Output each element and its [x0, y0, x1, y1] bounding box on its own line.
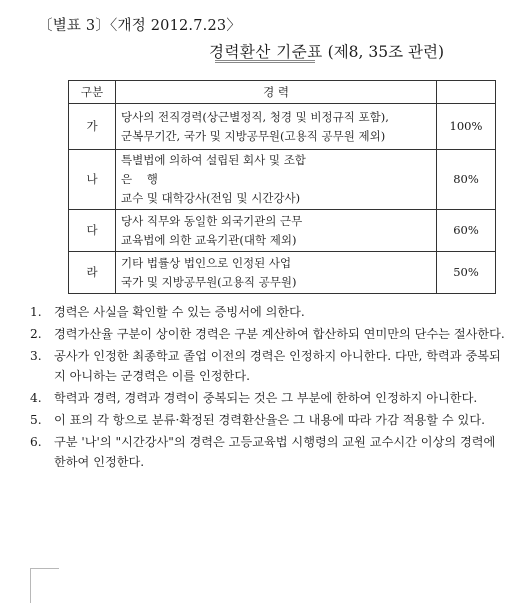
row-item: 교수 및 대학강사(전임 및 시간강사) — [121, 191, 301, 205]
row-rate: 80% — [437, 150, 496, 210]
row-item: 군복무기간, 국가 및 지방공무원(고용직 공무원 제외) — [121, 128, 386, 143]
table-row — [69, 252, 496, 294]
note-text: 경력은 사실을 확인할 수 있는 증빙서에 의한다. — [54, 305, 305, 319]
row-item: 국가 및 지방공무원(고용직 공무원) — [121, 274, 297, 289]
row-items — [116, 104, 437, 150]
page-corner-mark — [30, 568, 59, 603]
title-underline — [215, 60, 315, 63]
note-text: 학력과 경력, 경력과 경력이 중복되는 것은 그 부분에 한하여 인정하지 아니한다. — [54, 391, 478, 405]
note-text: 공사가 인정한 최종학교 졸업 이전의 경력은 인정하지 아니한다. 다만, 학력과 중복되지 아니하는 군경력은 이를 인정한다. — [54, 349, 501, 383]
header-category: 구분 — [69, 81, 116, 104]
row-rate: 100% — [437, 104, 496, 150]
notes-list — [30, 302, 505, 474]
document-title — [68, 40, 517, 62]
row-category: 다 — [69, 210, 116, 252]
row-category: 나 — [69, 150, 116, 210]
note-item — [30, 432, 505, 472]
note-number: 4. — [30, 391, 42, 405]
header-career: 경 력 — [116, 81, 437, 104]
note-number: 2. — [30, 327, 42, 341]
row-category: 라 — [69, 252, 116, 294]
row-items — [116, 150, 437, 210]
note-number: 6. — [30, 435, 42, 449]
row-rate: 50% — [437, 252, 496, 294]
note-item — [30, 410, 505, 430]
table-row — [69, 210, 496, 252]
note-item — [30, 324, 505, 344]
table-header-row — [69, 81, 496, 104]
note-number: 5. — [30, 413, 42, 427]
note-text: 경력가산율 구분이 상이한 경력은 구분 계산하여 합산하되 연미만의 단수는 절사한다. — [54, 327, 505, 341]
appendix-header: 〔별표 3〕〈개정 2012.7.23〉 — [38, 18, 242, 34]
row-category: 가 — [69, 104, 116, 150]
row-rate: 60% — [437, 210, 496, 252]
row-item: 교육법에 의한 교육기관(대학 제외) — [121, 232, 297, 247]
header-rate — [437, 81, 496, 104]
note-number: 3. — [30, 349, 42, 363]
title-subtitle: (제8, 35조 관련) — [322, 43, 445, 61]
row-items — [116, 210, 437, 252]
table-row — [69, 104, 496, 150]
row-item: 기타 법률상 법인으로 인정된 사업 — [121, 255, 292, 270]
row-item: 당사 직무와 동일한 외국기관의 근무 — [121, 213, 303, 228]
note-text: 이 표의 각 항으로 분류·확정된 경력환산율은 그 내용에 따라 가감 적용할 수 있다. — [54, 413, 485, 427]
row-item: 특별법에 의하여 설립된 회사 및 조합 — [121, 153, 306, 167]
table-row — [69, 150, 496, 210]
conversion-table — [68, 80, 496, 294]
row-item: 당사의 전직경력(상근별정직, 청경 및 비정규직 포함), — [121, 109, 389, 124]
row-items — [116, 252, 437, 294]
row-item: 은 행 — [121, 172, 158, 186]
note-item — [30, 346, 505, 386]
note-number: 1. — [30, 305, 42, 319]
note-text: 구분 '나'의 "시간강사"의 경력은 고등교육법 시행령의 교원 교수시간 이상의 경력에 한하여 인정한다. — [54, 435, 496, 469]
note-item — [30, 302, 505, 322]
note-item — [30, 388, 505, 408]
title-main: 경력환산 기준표 — [208, 43, 323, 61]
